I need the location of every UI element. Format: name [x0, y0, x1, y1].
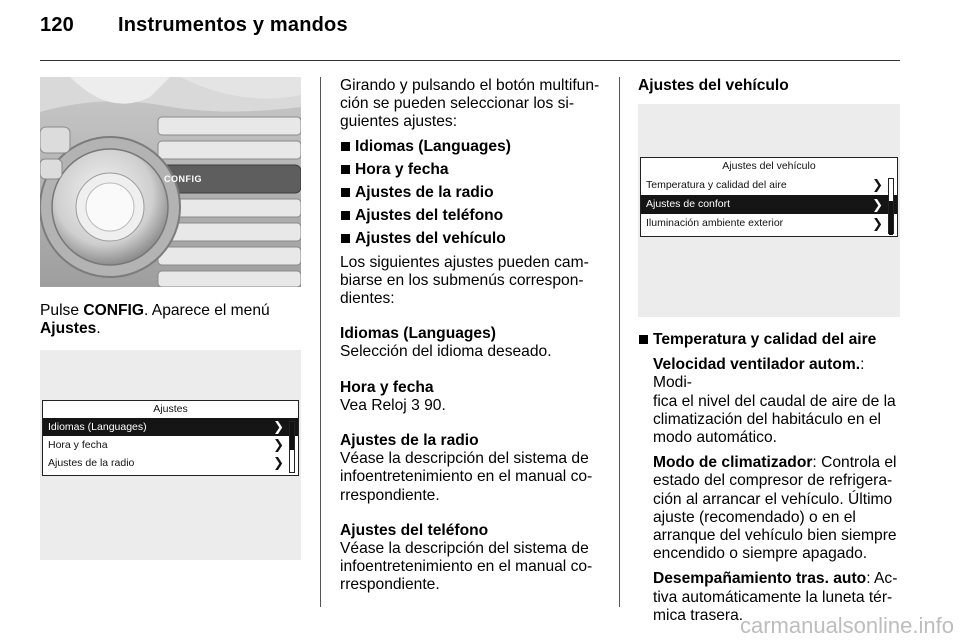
column-divider-left — [320, 77, 321, 607]
ajustes-screen-panel — [40, 350, 301, 560]
screen-menu-item[interactable]: Hora y fecha ❯ — [48, 437, 284, 452]
vehicle-screen-panel — [638, 104, 900, 317]
screen-menu-item[interactable]: Ajustes de la radio ❯ — [48, 455, 284, 470]
chevron-right-icon: ❯ — [872, 197, 883, 212]
chevron-right-icon: ❯ — [872, 177, 883, 192]
settings-bullet: Hora y fecha — [340, 161, 612, 179]
section-heading: Hora y fecha — [340, 378, 434, 396]
screen-title: Ajustes — [153, 403, 188, 415]
page-number: 120 — [40, 14, 74, 36]
settings-bullet: Ajustes del vehículo — [340, 230, 612, 248]
column-divider-right — [619, 77, 620, 607]
chevron-right-icon: ❯ — [872, 216, 883, 231]
chevron-right-icon: ❯ — [273, 419, 284, 434]
settings-bullet: Idiomas (Languages) — [340, 138, 612, 156]
col3-text: Temperatura y calidad del aire Velocidad ventilador autom.: Modi- fica el nivel del caudal de aire de la climatización del habitáculo en el modo automático. Modo de climatizador: Controla el estado del compresor de refrigera- ción al arrancar el vehículo. Último ajuste (recomendado) o en el arranque del vehículo bien siempre encendido o siempre apagado. Desempañamiento tras. auto: Ac- tiva automáticamente la luneta tér- mica trasera. — [638, 331, 902, 625]
col2-text: Girando y pulsando el botón multifun- ción se pueden seleccionar los si- guientes ajustes: Idiomas (Languages) Hora y fecha Ajustes de la radio Ajustes del teléfono Ajustes del vehículo Los siguientes ajustes pueden cam- biarse en los submenús correspon- dientes: Idiomas (Languages) Selección del idioma deseado. Hora y fecha Vea Reloj 3 90. Ajustes de la radio Véase la descripción del sistema de infoentretenimiento en el manual co- rrespondiente. Ajustes del teléfono Véase la descripción del sistema de infoentretenimiento en el manual co- rrespondiente. — [340, 77, 612, 595]
page-title: Instrumentos y mandos — [118, 14, 348, 36]
config-button-label: CONFIG — [164, 174, 202, 184]
page-header — [40, 14, 348, 37]
screen-scrollbar — [888, 178, 894, 234]
settings-bullet: Ajustes del teléfono — [340, 207, 612, 225]
settings-bullet: Temperatura y calidad del aire — [638, 331, 902, 349]
screen-scrollbar — [289, 421, 295, 473]
section-heading: Ajustes de la radio — [340, 432, 479, 450]
ajustes-screen — [42, 400, 299, 476]
chevron-right-icon: ❯ — [273, 455, 284, 470]
screen-menu-item[interactable]: Temperatura y calidad del aire ❯ — [641, 175, 897, 195]
screen-title: Ajustes del vehículo — [722, 160, 816, 172]
header-rule — [40, 60, 900, 61]
config-button-photo — [40, 77, 301, 287]
settings-bullet: Ajustes de la radio — [340, 184, 612, 202]
col3-heading-block — [638, 77, 900, 95]
section-heading: Ajustes del teléfono — [340, 521, 489, 539]
section-heading: Idiomas (Languages) — [340, 325, 496, 343]
screen-menu-item[interactable]: Idiomas (Languages) ❯ — [43, 418, 298, 436]
section-heading: Ajustes del vehículo — [638, 77, 789, 94]
screen-menu-item[interactable]: Iluminación ambiente exterior ❯ — [646, 216, 883, 231]
config-instruction: Pulse CONFIG. Aparece el menú — [40, 302, 270, 319]
page-reference-icon[interactable]: 3 — [411, 396, 420, 414]
chevron-right-icon: ❯ — [273, 437, 284, 452]
screen-menu-item[interactable]: Ajustes de confort ❯ — [641, 195, 897, 214]
vehicle-settings-screen — [640, 157, 898, 237]
col1-text: Pulse CONFIG. Aparece el menú Ajustes. — [40, 302, 312, 338]
watermark: carmanualsonline.info — [739, 613, 954, 638]
